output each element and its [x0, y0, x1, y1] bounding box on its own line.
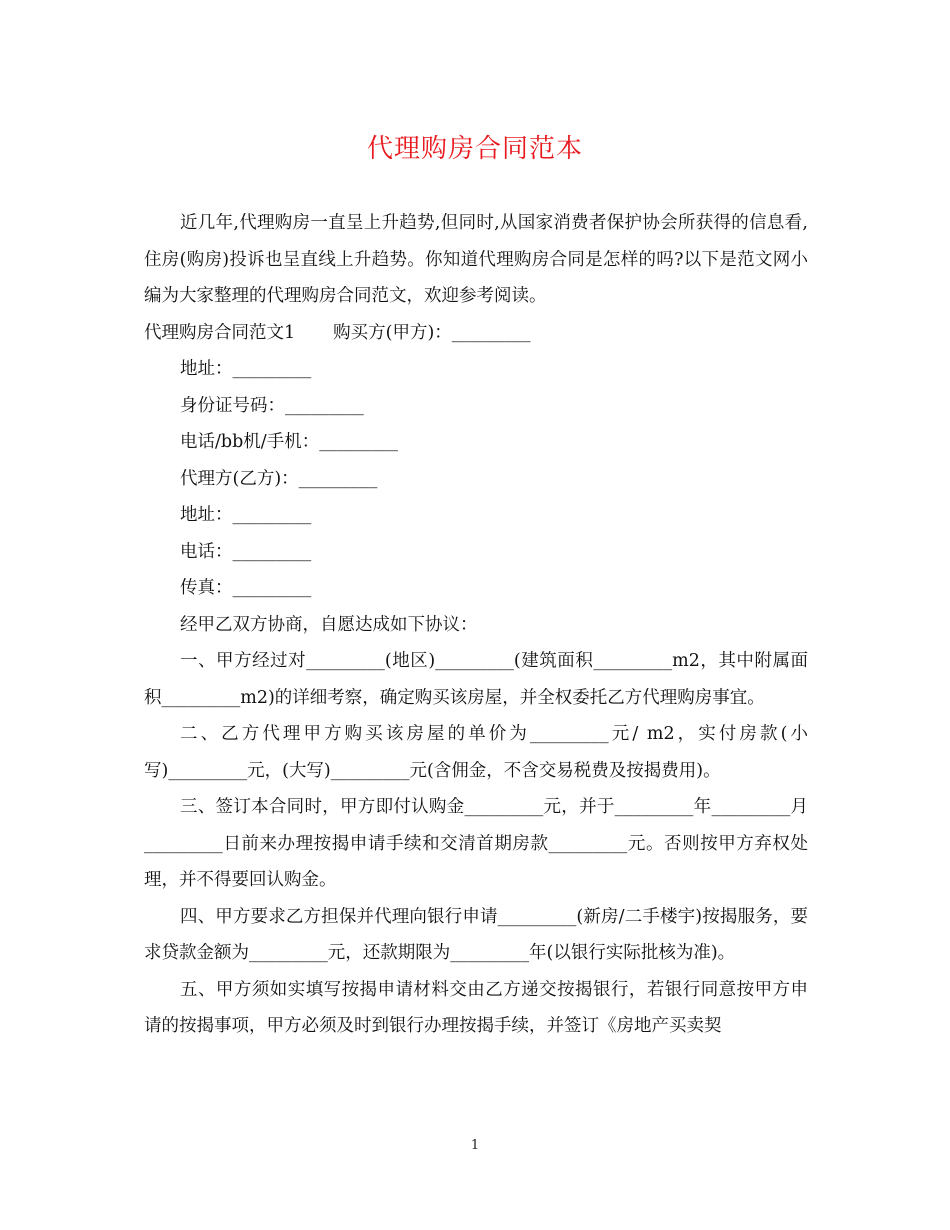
- phone-field: 电话/bb机/手机：_________: [180, 432, 398, 452]
- sample-heading: 代理购房合同范文1: [144, 322, 296, 343]
- address-field: 地址：_________: [180, 359, 312, 379]
- clause-4: 四、甲方要求乙方担保并代理向银行申请_________(新房/二手楼宇)按揭服务，要求贷款金额为_________元，还款期限为_________年(以银行实际批核为准)。: [144, 906, 808, 963]
- page-number: 1: [470, 1138, 480, 1153]
- intro-paragraph: 近几年,代理购房一直呈上升趋势,但同时,从国家消费者保护协会所获得的信息看,住房(购房)投诉也呈直线上升趋势。你知道代理购房合同是怎样的吗?以下是范文网小编为大家整理的代理购房合同范文，欢迎参考阅读。: [144, 213, 808, 306]
- buyer-field: 购买方(甲方)：_________: [333, 322, 531, 343]
- fax-field: 传真：_________: [180, 578, 312, 598]
- clause-3: 三、签订本合同时，甲方即付认购金_________元，并于_________年_________月_________日前来办理按揭申请手续和交清首期房款_________元。否则按甲方弃权处理，并不得要回认购金。: [144, 797, 808, 890]
- document-body: [144, 205, 808, 1045]
- agent-field: 代理方(乙方)：_________: [180, 468, 378, 489]
- clause-1: 一、甲方经过对_________(地区)_________(建筑面积_________m2，其中附属面积_________m2)的详细考察，确定购买该房屋，并全权委托乙方代理购房事宜。: [144, 651, 808, 708]
- clause-2: 二、乙方代理甲方购买该房屋的单价为_________元/ m2，实付房款(小写)_________元，(大写)_________元(含佣金，不含交易税费及按揭费用)。: [144, 724, 808, 781]
- sample-heading-line: [144, 315, 808, 352]
- agent-phone-field: 电话：_________: [180, 541, 312, 562]
- clause-5: 五、甲方须如实填写按揭申请材料交由乙方递交按揭银行，若银行同意按甲方申请的按揭事项，甲方必须及时到银行办理按揭手续，并签订《房地产买卖契: [144, 979, 808, 1036]
- document-title: 代理购房合同范本: [366, 134, 583, 164]
- agent-address-field: 地址：_________: [180, 505, 312, 525]
- id-number-field: 身份证号码：_________: [180, 395, 364, 416]
- agreement-intro: 经甲乙双方协商，自愿达成如下协议：: [180, 614, 478, 635]
